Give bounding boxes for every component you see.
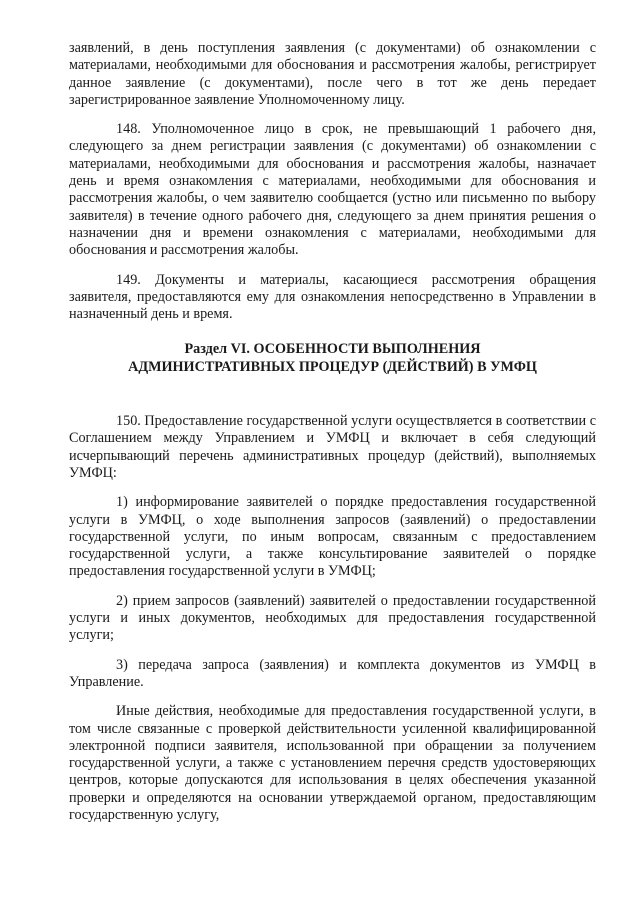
list-item-3: 3) передача запроса (заявления) и комплекта документов из УМФЦ в Управление. — [69, 656, 596, 690]
section-heading — [69, 341, 596, 376]
paragraph-148: 148. Уполномоченное лицо в срок, не превышающий 1 рабочего дня, следующего за днем регистрации заявления (с документами) об ознакомлении с материалами, необходимыми для обоснования и рассмотрения жалобы, назначает день и время ознакомления с материалами, необходимыми для обоснования и рассмотрения жалобы, о чем заявителю сообщается (устно или письменно по выбору заявителя) в течение одного рабочего дня, следующего за днем принятия решения о назначении дня и времени ознакомления с материалами, необходимыми для обоснования и рассмотрения жалобы. — [69, 121, 596, 259]
document-body — [69, 40, 596, 836]
section-heading-line-1: Раздел VI. ОСОБЕННОСТИ ВЫПОЛНЕНИЯ — [184, 341, 481, 358]
paragraph-continuation: заявлений, в день поступления заявления (с документами) об ознакомлении с материалами, необходимыми для обоснования и рассмотрения жалобы, регистрирует данное заявление (с документами), после чего в тот же день передает зарегистрированное заявление Уполномоченному лицу. — [69, 40, 596, 108]
paragraph-other-actions: Иные действия, необходимые для предоставления государственной услуги, в том числе связанные с проверкой действительности усиленной квалифицированной электронной подписи заявителя, использованной при обращении за получением государственной услуги, а также с установлением перечня средств удостоверяющих центров, которые допускаются для использования в целях обеспечения указанной проверки и определяются на основании утверждаемой органом, предоставляющим государственную услугу, — [69, 703, 596, 823]
section-heading-line-2: АДМИНИСТРАТИВНЫХ ПРОЦЕДУР (ДЕЙСТВИЙ) В УМФЦ — [128, 358, 537, 375]
paragraph-150: 150. Предоставление государственной услуги осуществляется в соответствии с Соглашением между Управлением и УМФЦ и включает в себя следующий исчерпывающий перечень административных процедур (действий), выполняемых УМФЦ: — [69, 413, 596, 481]
list-item-1: 1) информирование заявителей о порядке предоставления государственной услуги в УМФЦ, о ходе выполнения запросов (заявлений) о предоставлении государственной услуги, по иным вопросам, связанным с предоставлением государственной услуги, а также консультирование заявителей о порядке предоставления государственной услуги в УМФЦ; — [69, 494, 596, 580]
paragraph-149: 149. Документы и материалы, касающиеся рассмотрения обращения заявителя, предоставляются ему для ознакомления непосредственно в Управлении в назначенный день и время. — [69, 271, 596, 323]
list-item-2: 2) прием запросов (заявлений) заявителей о предоставлении государственной услуги и иных документов, необходимых для предоставления государственной услуги; — [69, 592, 596, 644]
